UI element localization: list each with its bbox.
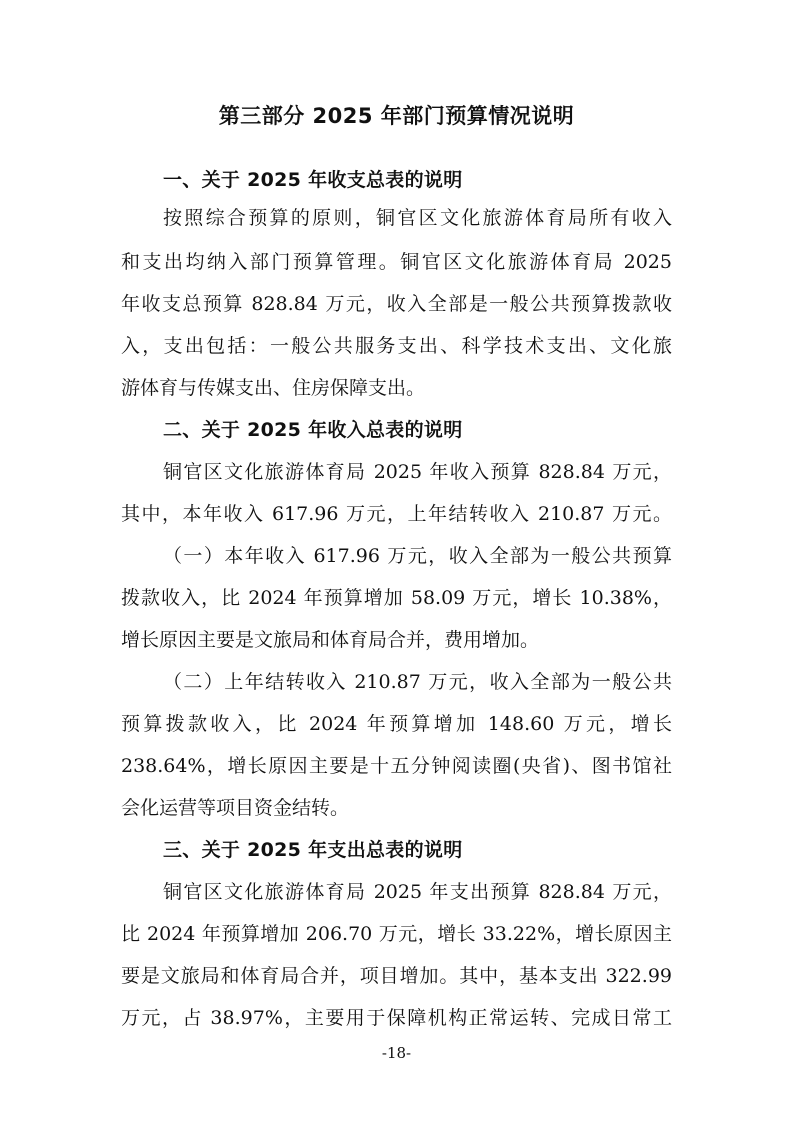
paragraph-line: 预算拨款收入，比 2024 年预算增加 148.60 万元，增长 <box>121 713 672 735</box>
paragraph-line: 入，支出包括：一般公共服务支出、科学技术支出、文化旅 <box>121 335 672 357</box>
paragraph-line: 会化运营等项目资金结转。 <box>121 797 350 819</box>
paragraph-line: 比 2024 年预算增加 206.70 万元，增长 33.22%，增长原因主 <box>121 923 672 945</box>
section-heading-1: 一、关于 2025 年收支总表的说明 <box>163 169 463 191</box>
paragraph-line: 要是文旅局和体育局合并，项目增加。其中，基本支出 322.99 <box>121 965 672 987</box>
section-heading-2: 二、关于 2025 年收入总表的说明 <box>163 419 463 441</box>
paragraph-line: 铜官区文化旅游体育局 2025 年收入预算 828.84 万元， <box>163 461 672 483</box>
section-heading-3: 三、关于 2025 年支出总表的说明 <box>163 839 463 861</box>
page-number: -18- <box>381 1044 412 1062</box>
paragraph-line: 铜官区文化旅游体育局 2025 年支出预算 828.84 万元， <box>163 881 672 903</box>
paragraph-line: 和支出均纳入部门预算管理。铜官区文化旅游体育局 2025 <box>121 251 672 273</box>
page-title: 第三部分 2025 年部门预算情况说明 <box>218 104 575 128</box>
paragraph-line: 按照综合预算的原则，铜官区文化旅游体育局所有收入 <box>163 207 672 229</box>
paragraph-line: 238.64%，增长原因主要是十五分钟阅读圈(央省)、图书馆社 <box>121 755 672 777</box>
paragraph-line: 年收支总预算 828.84 万元，收入全部是一般公共预算拨款收 <box>121 293 672 315</box>
paragraph-line: （二）上年结转收入 210.87 万元，收入全部为一般公共 <box>163 671 672 693</box>
paragraph-line: 拨款收入，比 2024 年预算增加 58.09 万元，增长 10.38%， <box>121 587 672 609</box>
paragraph-line: 游体育与传媒支出、住房保障支出。 <box>121 377 426 399</box>
paragraph-line: 其中，本年收入 617.96 万元，上年结转收入 210.87 万元。 <box>121 503 672 525</box>
paragraph-line: 增长原因主要是文旅局和体育局合并，费用增加。 <box>121 629 540 651</box>
paragraph-line: （一）本年收入 617.96 万元，收入全部为一般公共预算 <box>163 545 672 567</box>
paragraph-line: 万元，占 38.97%，主要用于保障机构正常运转、完成日常工 <box>121 1007 672 1029</box>
